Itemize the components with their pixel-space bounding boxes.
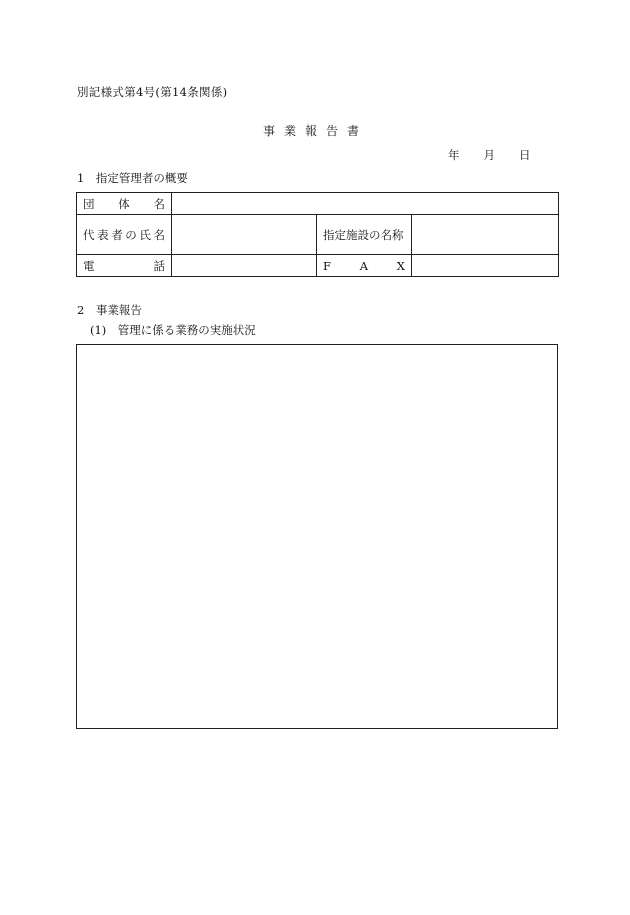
phone-label-cell	[77, 255, 172, 277]
section-2-heading: 2 事業報告	[77, 303, 142, 317]
date-year-label: 年	[448, 148, 460, 162]
fax-label-cell	[317, 255, 412, 277]
phone-label: 電 話	[83, 258, 165, 273]
fax-field[interactable]	[412, 255, 559, 277]
organization-info-table	[76, 192, 559, 277]
representative-label-cell	[77, 215, 172, 255]
date-line	[448, 147, 531, 163]
date-month-label: 月	[483, 148, 495, 162]
table-row	[77, 255, 559, 277]
fax-label: F A X	[323, 258, 405, 273]
section-1-heading: 1 指定管理者の概要	[77, 171, 188, 185]
business-report-textbox[interactable]	[76, 344, 558, 729]
document-title: 事業報告書	[263, 124, 369, 138]
facility-name-label: 指定施設の名称	[317, 215, 412, 255]
org-name-label: 団 体 名	[83, 196, 165, 211]
form-number-label: 別記様式第4号(第14条関係)	[77, 85, 228, 99]
section-2-subheading: (1) 管理に係る業務の実施状況	[90, 323, 256, 337]
date-day-label: 日	[519, 148, 531, 162]
facility-name-field[interactable]	[412, 215, 559, 255]
representative-field[interactable]	[172, 215, 317, 255]
org-name-field[interactable]	[172, 193, 559, 215]
phone-field[interactable]	[172, 255, 317, 277]
table-row	[77, 215, 559, 255]
org-name-label-cell	[77, 193, 172, 215]
representative-label: 代 表 者 の 氏 名	[83, 227, 165, 242]
table-row	[77, 193, 559, 215]
